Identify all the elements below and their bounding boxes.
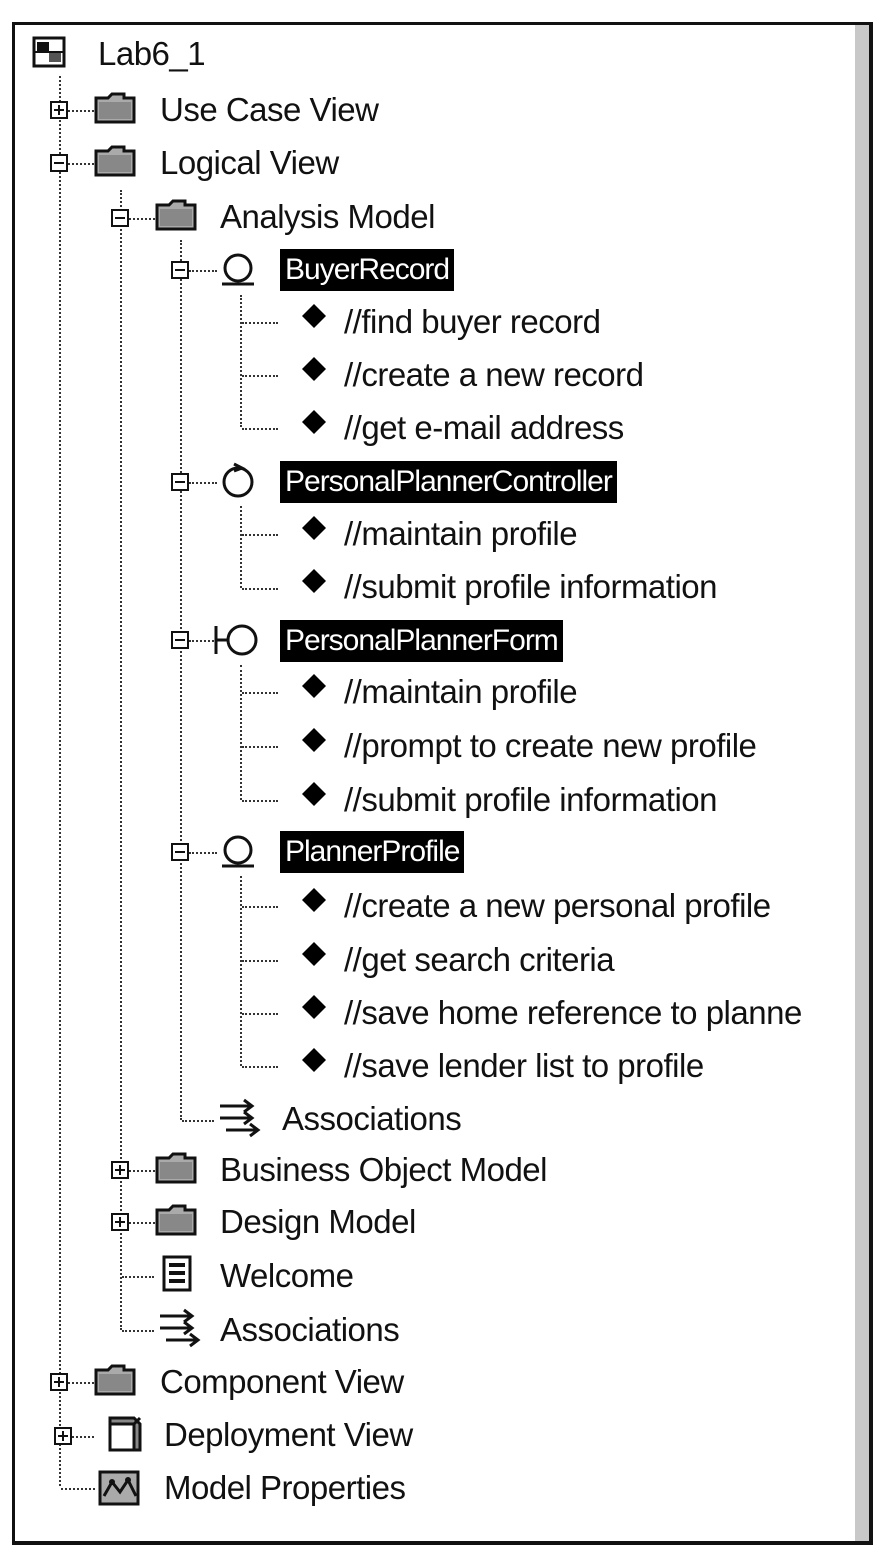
tree-item-associations[interactable]: Associations	[220, 1311, 400, 1348]
folder-icon	[94, 1362, 138, 1403]
operation-item[interactable]: //create a new record	[344, 356, 644, 393]
boundary-class-icon	[212, 620, 264, 665]
collapse-toggle[interactable]	[111, 209, 129, 227]
tree-line	[120, 190, 122, 1330]
tree-line	[180, 240, 182, 1120]
tree-item-design-model[interactable]: Design Model	[220, 1203, 416, 1240]
control-class-icon	[216, 460, 260, 505]
folder-icon	[155, 1150, 199, 1191]
collapse-toggle[interactable]	[171, 473, 189, 491]
model-properties-icon	[96, 1468, 144, 1513]
deployment-icon	[100, 1414, 144, 1459]
folder-icon	[155, 1202, 199, 1243]
folder-icon	[94, 90, 138, 131]
operation-item[interactable]: //prompt to create new profile	[344, 727, 757, 764]
expand-toggle[interactable]	[50, 101, 68, 119]
operation-diamond-icon	[300, 567, 328, 600]
tree-item-business-object-model[interactable]: Business Object Model	[220, 1151, 547, 1188]
expand-toggle[interactable]	[54, 1427, 72, 1445]
tree-item-associations[interactable]: Associations	[282, 1100, 462, 1137]
tree-item-deployment-view[interactable]: Deployment View	[164, 1416, 413, 1453]
tree-line	[240, 295, 242, 427]
tree-item-buyer-record[interactable]: BuyerRecord	[280, 249, 454, 291]
collapse-toggle[interactable]	[171, 261, 189, 279]
expand-toggle[interactable]	[111, 1161, 129, 1179]
operation-item[interactable]: //submit profile information	[344, 568, 717, 605]
tree-item-model-properties[interactable]: Model Properties	[164, 1469, 406, 1506]
operation-item[interactable]: //save home reference to planne	[344, 994, 802, 1031]
operation-item[interactable]: //submit profile information	[344, 781, 717, 818]
document-icon	[158, 1254, 198, 1299]
tree-item-root[interactable]: Lab6_1	[98, 35, 206, 72]
operation-item[interactable]: //get search criteria	[344, 941, 615, 978]
folder-icon	[94, 143, 138, 184]
operation-diamond-icon	[300, 302, 328, 335]
tree-item-planner-profile[interactable]: PlannerProfile	[280, 831, 464, 873]
operation-diamond-icon	[300, 780, 328, 813]
tree-item-use-case-view[interactable]: Use Case View	[160, 91, 379, 128]
model-root-icon	[32, 34, 68, 75]
operation-diamond-icon	[300, 408, 328, 441]
tree-line	[59, 76, 61, 1486]
operation-diamond-icon	[300, 940, 328, 973]
operation-diamond-icon	[300, 672, 328, 705]
operation-item[interactable]: //maintain profile	[344, 673, 578, 710]
operation-diamond-icon	[300, 355, 328, 388]
tree-item-personal-planner-form[interactable]: PersonalPlannerForm	[280, 620, 563, 662]
entity-class-icon	[216, 250, 260, 295]
operation-diamond-icon	[300, 514, 328, 547]
tree-line	[240, 506, 242, 588]
tree-line	[240, 876, 242, 1066]
operation-diamond-icon	[300, 1046, 328, 1079]
tree-item-personal-planner-controller[interactable]: PersonalPlannerController	[280, 461, 617, 503]
operation-item[interactable]: //maintain profile	[344, 515, 578, 552]
collapse-toggle[interactable]	[171, 631, 189, 649]
tree-item-logical-view[interactable]: Logical View	[160, 144, 339, 181]
tree-item-analysis-model[interactable]: Analysis Model	[220, 198, 435, 235]
operation-item[interactable]: //get e-mail address	[344, 409, 624, 446]
tree-item-component-view[interactable]: Component View	[160, 1363, 404, 1400]
collapse-toggle[interactable]	[50, 154, 68, 172]
operation-item[interactable]: //save lender list to profile	[344, 1047, 704, 1084]
operation-item[interactable]: //create a new personal profile	[344, 887, 771, 924]
associations-arrows-icon	[156, 1306, 204, 1355]
tree-item-welcome[interactable]: Welcome	[220, 1257, 354, 1294]
operation-diamond-icon	[300, 886, 328, 919]
collapse-toggle[interactable]	[171, 843, 189, 861]
expand-toggle[interactable]	[111, 1213, 129, 1231]
entity-class-icon	[216, 832, 260, 877]
tree-line	[240, 665, 242, 800]
operation-diamond-icon	[300, 993, 328, 1026]
operation-diamond-icon	[300, 726, 328, 759]
expand-toggle[interactable]	[50, 1373, 68, 1391]
folder-icon	[155, 197, 199, 238]
associations-arrows-icon	[216, 1096, 264, 1145]
operation-item[interactable]: //find buyer record	[344, 303, 601, 340]
